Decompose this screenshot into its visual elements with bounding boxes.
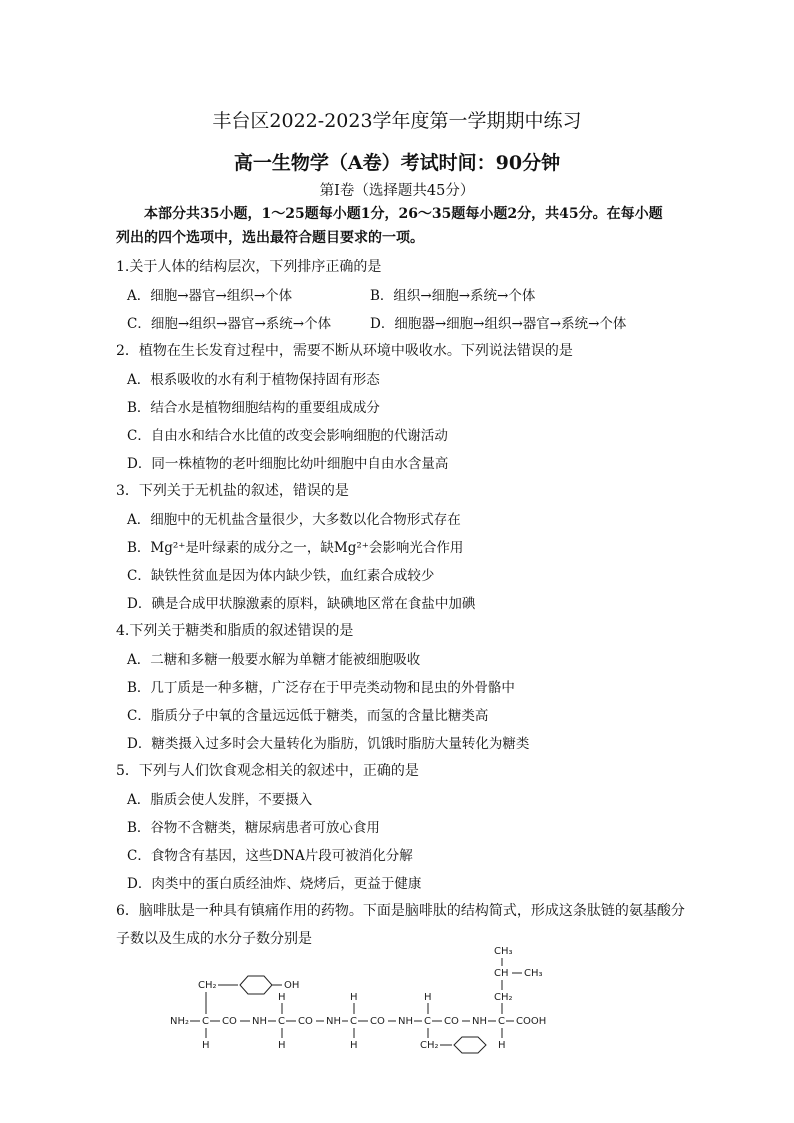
q5-option-c: C．食物含有基因，这些DNA片段可被消化分解 <box>127 848 413 864</box>
q3-option-c: C．缺铁性贫血是因为体内缺少铁，血红素合成较少 <box>127 568 435 584</box>
chain-nh1: NH <box>252 1016 267 1027</box>
question-6-line-1: 6．脑啡肽是一种具有镇痛作用的药物。下面是脑啡肽的结构简式，形成这条肽链的氨基酸分 <box>116 903 685 919</box>
chain-c2: C <box>278 1016 285 1027</box>
question-2: 2．植物在生长发育过程中，需要不断从环境中吸收水。下列说法错误的是 <box>116 343 573 359</box>
q2-option-b: B．结合水是植物细胞结构的重要组成成分 <box>127 400 380 416</box>
res5-ch3-right: CH₃ <box>524 968 543 979</box>
chain-c5: C <box>498 1016 505 1027</box>
phe-benzene-ring <box>454 1037 486 1053</box>
q1-option-a: A．细胞→器官→组织→个体 <box>127 288 293 304</box>
res2-h-top: H <box>278 992 286 1003</box>
q4-option-a: A．二糖和多糖一般要水解为单糖才能被细胞吸收 <box>127 652 421 668</box>
res4-ch2-bottom: CH₂ <box>420 1040 439 1051</box>
res5-ch2: CH₂ <box>494 992 513 1003</box>
chain-co3: CO <box>370 1016 385 1027</box>
chain-co2: CO <box>298 1016 313 1027</box>
q5-option-a: A．脂质会使人发胖，不要摄入 <box>127 792 313 808</box>
chain-c1: C <box>202 1016 209 1027</box>
res5-ch: CH <box>494 968 509 979</box>
exam-title: 丰台区2022-2023学年度第一学期期中练习 <box>212 110 582 132</box>
chain-nh3: NH <box>398 1016 413 1027</box>
question-4: 4.下列关于糖类和脂质的叙述错误的是 <box>116 623 354 639</box>
res1-oh: OH <box>284 980 300 991</box>
q2-option-d: D．同一株植物的老叶细胞比幼叶细胞中自由水含量高 <box>127 456 449 472</box>
q1-option-d: D．细胞器→细胞→组织→器官→系统→个体 <box>370 316 627 332</box>
res1-h-bottom: H <box>202 1040 210 1051</box>
section-heading: 第Ⅰ卷（选择题共45分） <box>319 183 475 199</box>
exam-subtitle: 高一生物学（A卷）考试时间：90分钟 <box>233 152 561 174</box>
q5-option-d: D．肉类中的蛋白质经油炸、烧烤后，更益于健康 <box>127 876 422 892</box>
enkephalin-structure <box>160 940 580 1060</box>
chain-c4: C <box>424 1016 431 1027</box>
q4-option-d: D．糖类摄入过多时会大量转化为脂肪，饥饿时脂肪大量转化为糖类 <box>127 736 530 752</box>
chain-nh2: NH₂ <box>170 1016 190 1027</box>
res3-h-top: H <box>350 992 358 1003</box>
res4-h-top: H <box>424 992 432 1003</box>
res1-ch2: CH₂ <box>198 980 217 991</box>
q3-option-d: D．碘是合成甲状腺激素的原料，缺碘地区常在食盐中加碘 <box>127 596 476 612</box>
q5-option-b: B．谷物不含糖类，糖尿病患者可放心食用 <box>127 820 380 836</box>
chain-nh2b: NH <box>326 1016 341 1027</box>
question-3: 3．下列关于无机盐的叙述，错误的是 <box>116 483 349 499</box>
q1-option-b: B．组织→细胞→系统→个体 <box>370 288 536 304</box>
q1-option-c: C．细胞→组织→器官→系统→个体 <box>127 316 332 332</box>
chain-co4: CO <box>444 1016 459 1027</box>
res2-h-bottom: H <box>278 1040 286 1051</box>
question-6-line-2: 子数以及生成的水分子数分别是 <box>116 931 312 947</box>
tyr-benzene-ring <box>240 976 272 994</box>
chain-c3: C <box>350 1016 357 1027</box>
res3-h-bottom: H <box>350 1040 358 1051</box>
chain-co1: CO <box>222 1016 237 1027</box>
question-5: 5．下列与人们饮食观念相关的叙述中，正确的是 <box>116 763 419 779</box>
q4-option-b: B．几丁质是一种多糖，广泛存在于甲壳类动物和昆虫的外骨骼中 <box>127 680 515 696</box>
q2-option-a: A．根系吸收的水有利于植物保持固有形态 <box>127 372 380 388</box>
instructions: 本部分共35小题，1～25题每小题1分，26～35题每小题2分，共45分。在每小题列出的四个选项中，选出最符合题目要求的一项。 <box>116 206 663 246</box>
chain-cooh: COOH <box>516 1016 547 1027</box>
q3-option-b: B．Mg²⁺是叶绿素的成分之一，缺Mg²⁺会影响光合作用 <box>127 540 464 556</box>
q2-option-c: C．自由水和结合水比值的改变会影响细胞的代谢活动 <box>127 428 448 444</box>
q4-option-c: C．脂质分子中氧的含量远远低于糖类，而氢的含量比糖类高 <box>127 708 489 724</box>
question-1: 1.关于人体的结构层次，下列排序正确的是 <box>116 259 382 275</box>
chain-nh4: NH <box>472 1016 487 1027</box>
res5-h-bottom: H <box>498 1040 506 1051</box>
res5-ch3-top: CH₃ <box>494 946 513 957</box>
q3-option-a: A．细胞中的无机盐含量很少，大多数以化合物形式存在 <box>127 512 461 528</box>
